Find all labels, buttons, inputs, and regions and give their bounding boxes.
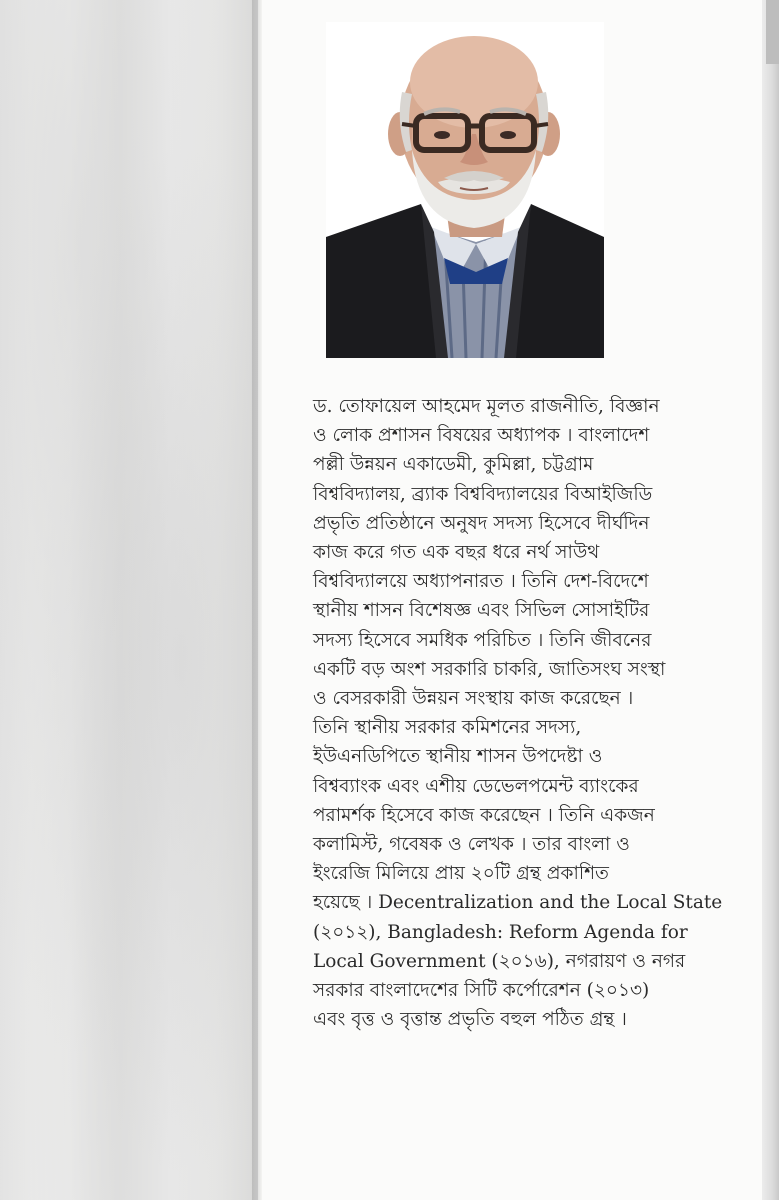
page-edge (762, 0, 779, 1200)
bio-line: একটি বড় অংশ সরকারি চাকরি, জাতিসংঘ সংস্থা (313, 658, 666, 680)
bio-line: এবং বৃত্ত ও বৃত্তান্ত প্রভৃতি বহুল পঠিত গ্রন্থ । (313, 1009, 627, 1031)
bio-line: সরকার বাংলাদেশের সিটি কর্পোরেশন (২০১৩) (313, 980, 650, 1002)
bio-line: বিশ্ববিদ্যালয়, ব্র্যাক বিশ্ববিদ্যালয়ের বিআইজিডি (313, 483, 653, 505)
bio-line: হয়েছে । Decentralization and the Local State (313, 892, 723, 914)
author-bio (313, 392, 733, 1034)
bio-line: স্থানীয় শাসন বিশেষজ্ঞ এবং সিভিল সোসাইটির (313, 600, 650, 622)
bio-line: কলামিস্ট, গবেষক ও লেখক । তার বাংলা ও (313, 834, 630, 856)
fold-shadow (252, 0, 262, 1200)
bio-line: Local Government (২০১৬), নগরায়ণ ও নগর (313, 950, 686, 972)
bio-line: ও লোক প্রশাসন বিষয়ের অধ্যাপক । বাংলাদেশ (313, 425, 650, 447)
bio-line: কাজ করে গত এক বছর ধরে নর্থ সাউথ (313, 542, 600, 564)
bio-line: তিনি স্থানীয় সরকার কমিশনের সদস্য, (313, 717, 582, 739)
bio-line: ও বেসরকারী উন্নয়ন সংস্থায় কাজ করেছেন । (313, 688, 634, 710)
author-photo (326, 22, 604, 358)
bio-line: পল্লী উন্নয়ন একাডেমী, কুমিল্লা, চট্টগ্রাম (313, 454, 594, 476)
bio-line: সদস্য হিসেবে সমধিক পরিচিত । তিনি জীবনের (313, 629, 652, 651)
bio-line: বিশ্বব্যাংক এবং এশীয় ডেভেলপমেন্ট ব্যাংকের (313, 775, 639, 797)
bio-line: (২০১২), Bangladesh: Reform Agenda for (313, 921, 688, 943)
bio-line: বিশ্ববিদ্যালয়ে অধ্যাপনারত । তিনি দেশ-বিদেশে (313, 571, 649, 593)
paper-texture (0, 0, 258, 1200)
bio-line: ইংরেজি মিলিয়ে প্রায় ২০টি গ্রন্থ প্রকাশিত (313, 863, 609, 885)
page-edge-mark (766, 0, 779, 64)
bio-line: পরামর্শক হিসেবে কাজ করেছেন । তিনি একজন (313, 804, 655, 826)
bio-line: ইউএনডিপিতে স্থানীয় শাসন উপদেষ্টা ও (313, 746, 603, 768)
bio-line: ড. তোফায়েল আহমেদ মূলত রাজনীতি, বিজ্ঞান (313, 396, 660, 417)
bio-line: প্রভৃতি প্রতিষ্ঠানে অনুষদ সদস্য হিসেবে দীর্ঘদিন (313, 512, 650, 534)
